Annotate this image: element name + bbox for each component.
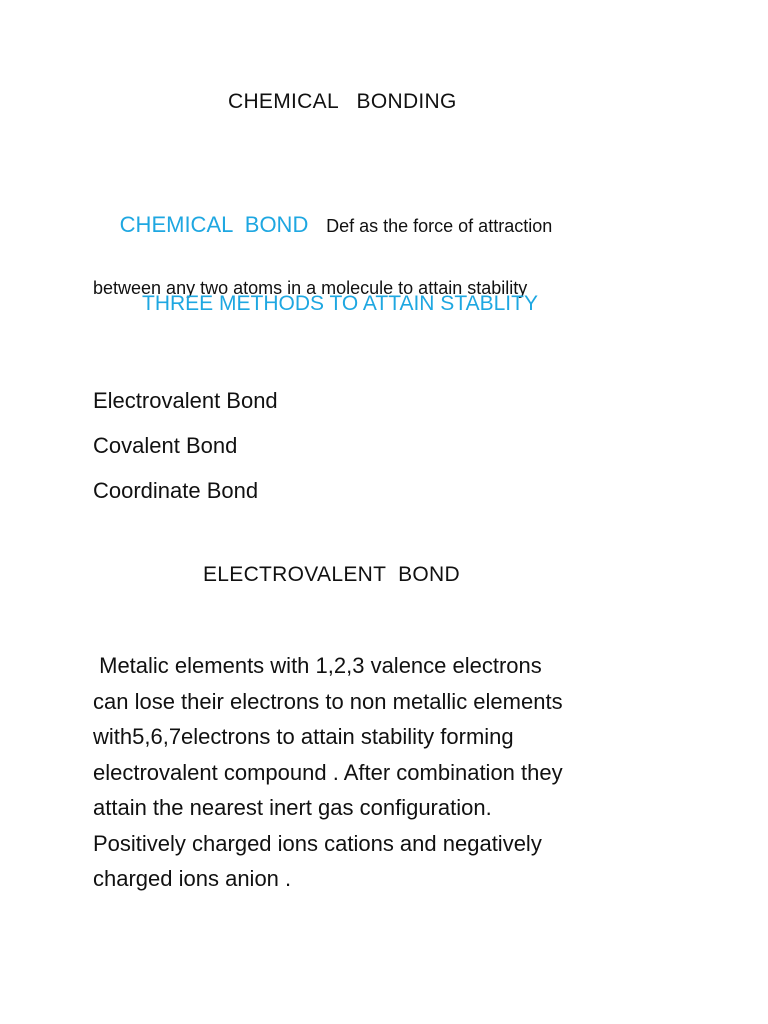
section-heading: ELECTROVALENT BOND — [203, 563, 460, 586]
paragraph-line: with5,6,7electrons to attain stability forming — [93, 724, 514, 749]
bond-type-item: Coordinate Bond — [93, 478, 259, 503]
document-title: CHEMICAL BONDING — [228, 90, 457, 113]
paragraph-line: can lose their electrons to non metallic elements — [93, 688, 563, 714]
definition-term: CHEMICAL BOND — [119, 212, 309, 237]
paragraph-line: Positively charged ions cations and negatively — [93, 830, 542, 856]
bond-type-item: Electrovalent Bond — [93, 388, 278, 413]
paragraph-line: electrovalent compound . After combination they — [93, 759, 563, 785]
paragraph-line: charged ions anion . — [93, 866, 292, 891]
bond-type-list — [93, 378, 278, 513]
paragraph-line: attain the nearest inert gas configuration. — [93, 795, 492, 820]
methods-heading: THREE METHODS TO ATTAIN STABLITY — [142, 292, 538, 315]
body-paragraph — [93, 648, 563, 897]
definition-block — [93, 180, 733, 301]
paragraph-line: Metalic elements with 1,2,3 valence electrons — [93, 653, 542, 678]
definition-text-line-1: Def as the force of attraction — [326, 216, 553, 236]
definition-text-line-2: between any two atoms in a molecule to attain stability — [93, 278, 528, 298]
definition-line-1 — [93, 180, 733, 273]
bond-type-item: Covalent Bond — [93, 433, 238, 458]
